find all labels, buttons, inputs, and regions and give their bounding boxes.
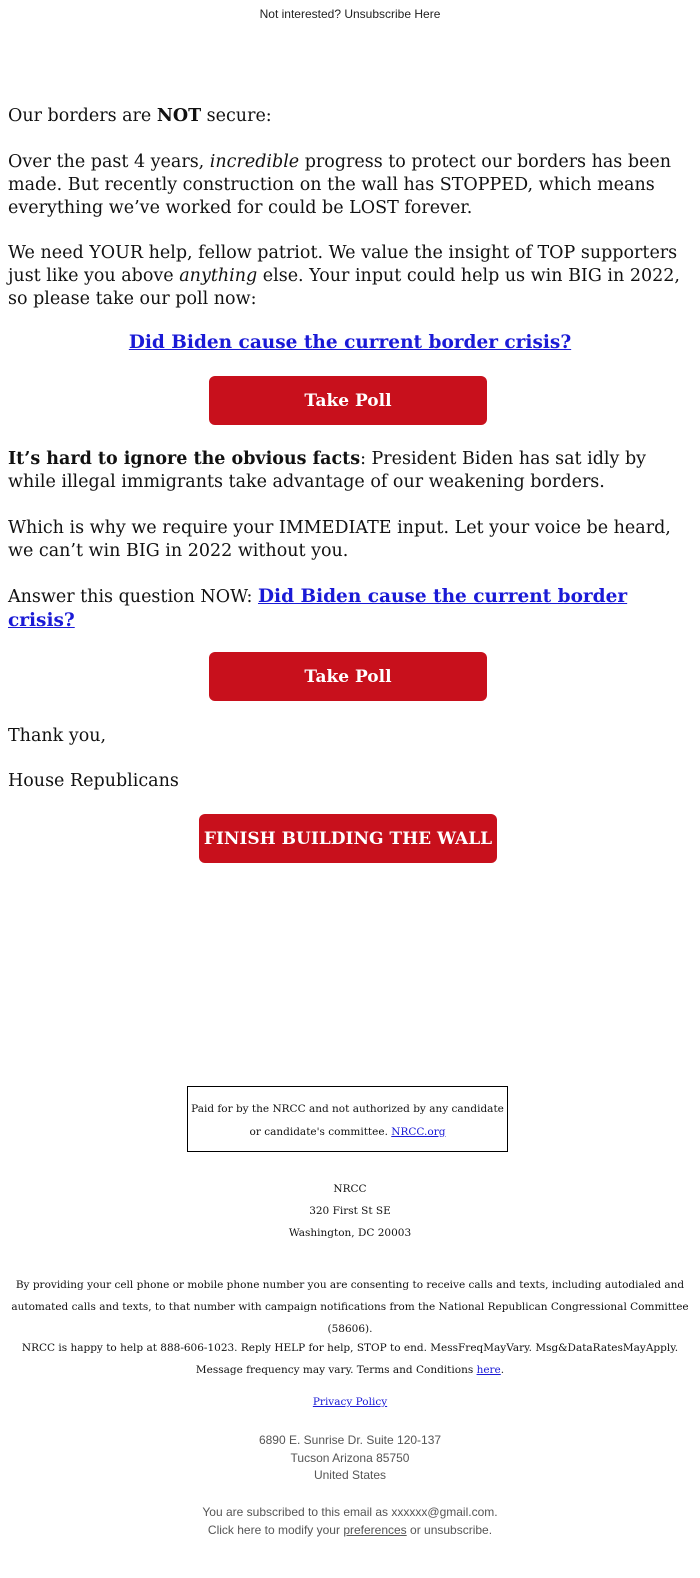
- answer-question-link[interactable]: Did Biden cause the current border crisis?: [8, 586, 628, 631]
- intro-text-end: secure:: [201, 106, 272, 126]
- help-text-a: We need YOUR help, fellow patriot. We value the insight of TOP supporters just like you above: [8, 243, 678, 286]
- addr-line-2: Tucson Arizona 85750: [290, 1450, 410, 1465]
- poll-question-container: [0, 331, 700, 355]
- paid-for-disclaimer: [187, 1086, 508, 1152]
- answer-paragraph: [8, 585, 692, 633]
- signature-line: House Republicans: [8, 771, 179, 791]
- facts-paragraph: [8, 448, 692, 494]
- take-poll-button[interactable]: Take Poll: [209, 376, 487, 425]
- help-text-c: else. Your input could help us win BIG in 2022, so please take our poll now:: [8, 266, 680, 309]
- preferences-link[interactable]: preferences: [343, 1522, 407, 1537]
- progress-text-c: progress to protect our borders has been made. But recently construction on the wall has STOPPED, which means everything we’ve worked for could be LOST forever.: [8, 152, 672, 218]
- disclaimer-text: Paid for by the NRCC and not authorized by any candidate or candidate's committee.: [191, 1103, 504, 1138]
- sender-address: [0, 1432, 700, 1485]
- modify-text: Click here to modify your: [207, 1522, 344, 1537]
- subscription-notice: [0, 1504, 700, 1539]
- consent-text: By providing your cell phone or mobile phone number you are consenting to receive calls and texts, including autodialed and automated calls and texts, to that number with campaign notifications from the National Republican Congressional Committee (58606).: [11, 1279, 689, 1335]
- terms-link[interactable]: here: [476, 1364, 501, 1376]
- answer-text: Answer this question NOW:: [8, 587, 258, 607]
- unsubscribe-text[interactable]: Not interested? Unsubscribe Here: [259, 7, 441, 21]
- immediate-paragraph: [8, 517, 692, 563]
- progress-text-a: Over the past 4 years,: [8, 152, 210, 172]
- unsubscribe-link[interactable]: [0, 7, 700, 21]
- intro-emphasis: NOT: [156, 106, 202, 126]
- progress-paragraph: [8, 151, 692, 220]
- intro-paragraph: [8, 105, 692, 128]
- modify-text-end: or unsubscribe.: [406, 1522, 493, 1537]
- help-notice: [20, 1337, 680, 1381]
- org-name: NRCC: [333, 1183, 367, 1195]
- poll-question-link[interactable]: Did Biden cause the current border crisis?: [128, 332, 572, 353]
- help-paragraph: [8, 242, 692, 311]
- nrcc-address: [0, 1178, 700, 1244]
- privacy-container: [0, 1391, 700, 1413]
- nrcc-link[interactable]: NRCC.org: [391, 1126, 446, 1138]
- modify-line: [0, 1522, 700, 1540]
- consent-notice: [4, 1274, 696, 1340]
- finish-wall-button[interactable]: FINISH BUILDING THE WALL: [199, 814, 497, 863]
- thanks-text: [8, 725, 692, 748]
- privacy-policy-link[interactable]: Privacy Policy: [312, 1396, 388, 1408]
- signature-text: [8, 770, 692, 793]
- progress-italic: incredible: [209, 152, 300, 172]
- facts-text: : President Biden has sat idly by while illegal immigrants take advantage of our weakening borders.: [8, 449, 647, 492]
- help-notice-end: .: [500, 1364, 505, 1376]
- facts-bold: It’s hard to ignore the obvious facts: [8, 449, 361, 469]
- thanks-line: Thank you,: [8, 726, 107, 746]
- help-notice-text: NRCC is happy to help at 888-606-1023. Reply HELP for help, STOP to end. MessFreqMayVary. Msg&DataRatesMayApply. Message frequency may vary. Terms and Conditions: [21, 1342, 679, 1376]
- addr-line-1: 6890 E. Sunrise Dr. Suite 120-137: [258, 1433, 442, 1447]
- subscribed-text: You are subscribed to this email as xxxxxx@gmail.com.: [202, 1505, 498, 1519]
- immediate-text: Which is why we require your IMMEDIATE input. Let your voice be heard, we can’t win BIG in 2022 without you.: [8, 518, 671, 561]
- take-poll-button-2[interactable]: Take Poll: [209, 652, 487, 701]
- help-italic: anything: [179, 266, 258, 286]
- intro-text: Our borders are: [8, 106, 157, 126]
- org-city: Washington, DC 20003: [288, 1227, 412, 1239]
- addr-line-3: United States: [313, 1468, 387, 1482]
- org-street: 320 First St SE: [309, 1205, 391, 1217]
